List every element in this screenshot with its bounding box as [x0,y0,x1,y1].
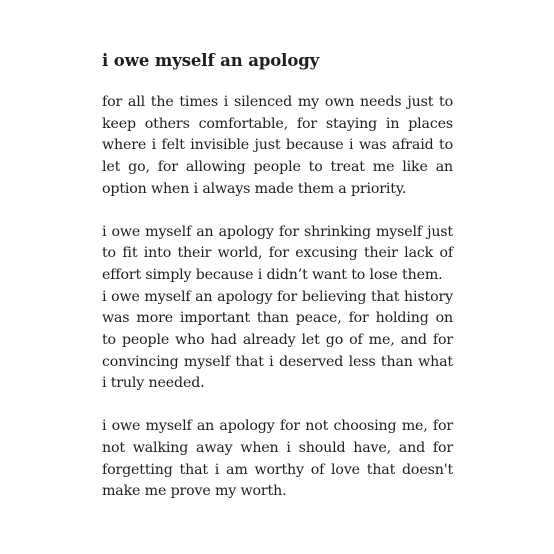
poem-paragraph-1: for all the times i silenced my own needs just to keep others comfortable, for staying in places where i felt invisible just because i was afraid to let go, for allowing people to treat me like an option when i always made them a priority. [102,94,453,197]
poem-title: i owe myself an apology [102,51,320,70]
poem-paragraph-2: i owe myself an apology for shrinking myself just to fit into their world, for excusing their lack of effort simply because i didn’t want to lose them. [102,223,453,283]
poem-paragraph-4: i owe myself an apology for not choosing me, for not walking away when i should have, and for forgetting that i am worthy of love that doesn't make me prove my worth. [102,418,453,500]
poem-paragraph-3: i owe myself an apology for believing that history was more important than peace, for holding on to people who had already let go of me, and for convincing myself that i deserved less than what i truly needed. [102,288,453,392]
poem-document [102,50,453,503]
